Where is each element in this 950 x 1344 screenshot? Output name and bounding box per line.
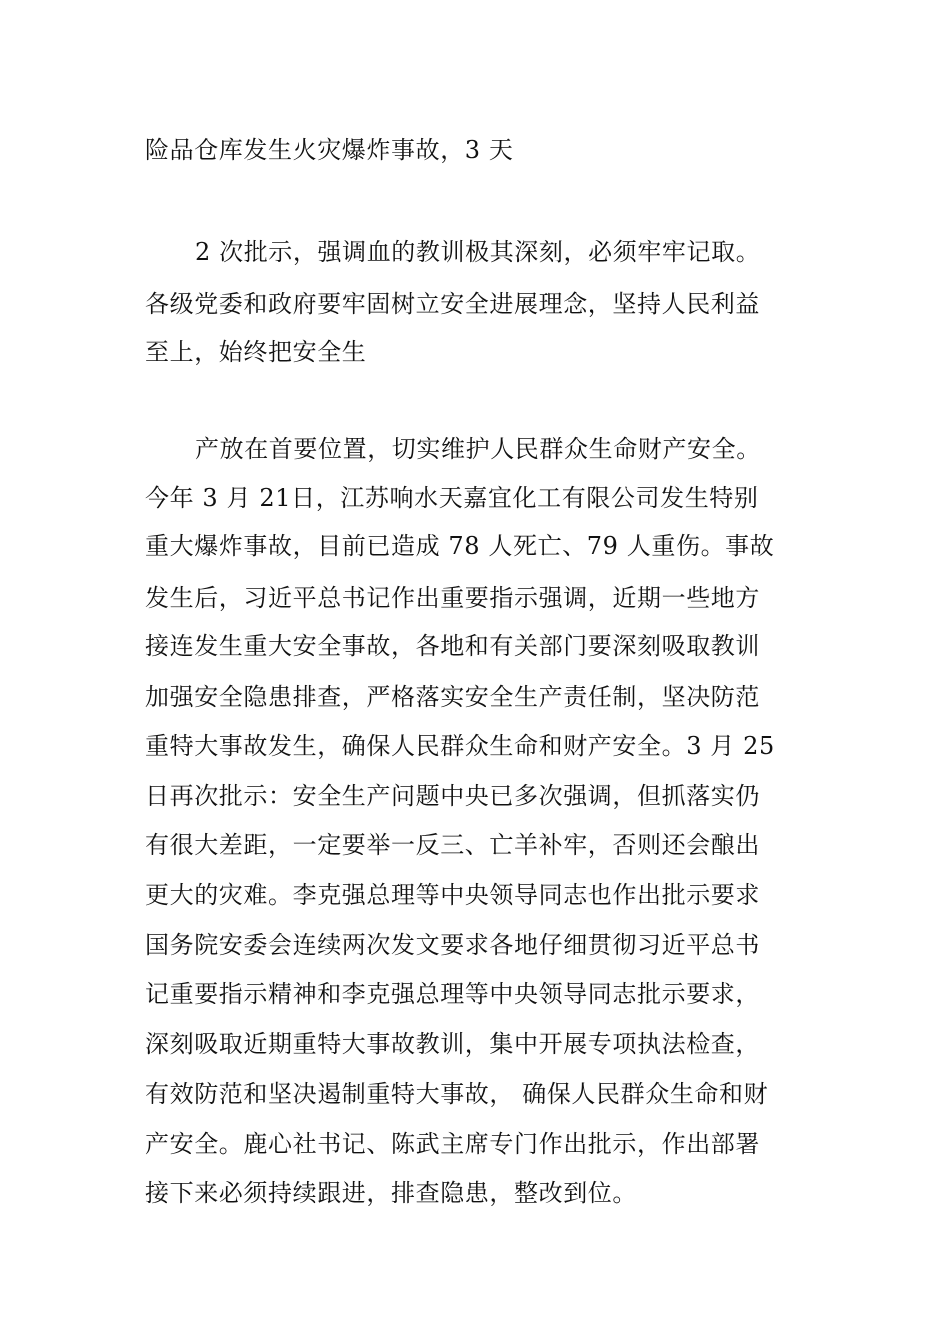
text-line: 重大爆炸事故，目前已造成 78 人死亡、79 人重伤。事故 xyxy=(145,532,775,560)
text-line: 各级党委和政府要牢固树立安全进展理念，坚持人民利益 xyxy=(145,290,760,318)
text-line: 重特大事故发生，确保人民群众生命和财产安全。3 月 25 xyxy=(145,732,775,760)
text-line: 接下来必须持续跟进，排查隐患，整改到位。 xyxy=(145,1179,637,1207)
text-line: 有很大差距，一定要举一反三、亡羊补牢，否则还会酿出 xyxy=(145,831,760,859)
text-line: 日再次批示：安全生产问题中央已多次强调，但抓落实仍 xyxy=(145,782,760,810)
text-line: 深刻吸取近期重特大事故教训，集中开展专项执法检查， xyxy=(145,1030,760,1058)
text-line: 接连发生重大安全事故，各地和有关部门要深刻吸取教训 xyxy=(145,632,760,660)
text-line: 国务院安委会连续两次发文要求各地仔细贯彻习近平总书 xyxy=(145,931,760,959)
text-line: 2 次批示，强调血的教训极其深刻，必须牢牢记取。 xyxy=(195,238,761,266)
text-line: 今年 3 月 21日，江苏响水天嘉宜化工有限公司发生特别 xyxy=(145,484,759,512)
text-line: 险品仓库发生火灾爆炸事故，3 天 xyxy=(145,136,514,164)
text-line: 记重要指示精神和李克强总理等中央领导同志批示要求， xyxy=(145,980,760,1008)
text-line: 至上，始终把安全生 xyxy=(145,338,367,366)
text-line: 有效防范和坚决遏制重特大事故， 确保人民群众生命和财 xyxy=(145,1080,769,1108)
text-line: 更大的灾难。李克强总理等中央领导同志也作出批示要求 xyxy=(145,881,760,909)
text-line: 产安全。鹿心社书记、陈武主席专门作出批示，作出部署 xyxy=(145,1130,760,1158)
text-line: 加强安全隐患排查，严格落实安全生产责任制，坚决防范 xyxy=(145,683,760,711)
text-line: 产放在首要位置，切实维护人民群众生命财产安全。 xyxy=(195,435,761,463)
text-line: 发生后，习近平总书记作出重要指示强调，近期一些地方 xyxy=(145,584,760,612)
